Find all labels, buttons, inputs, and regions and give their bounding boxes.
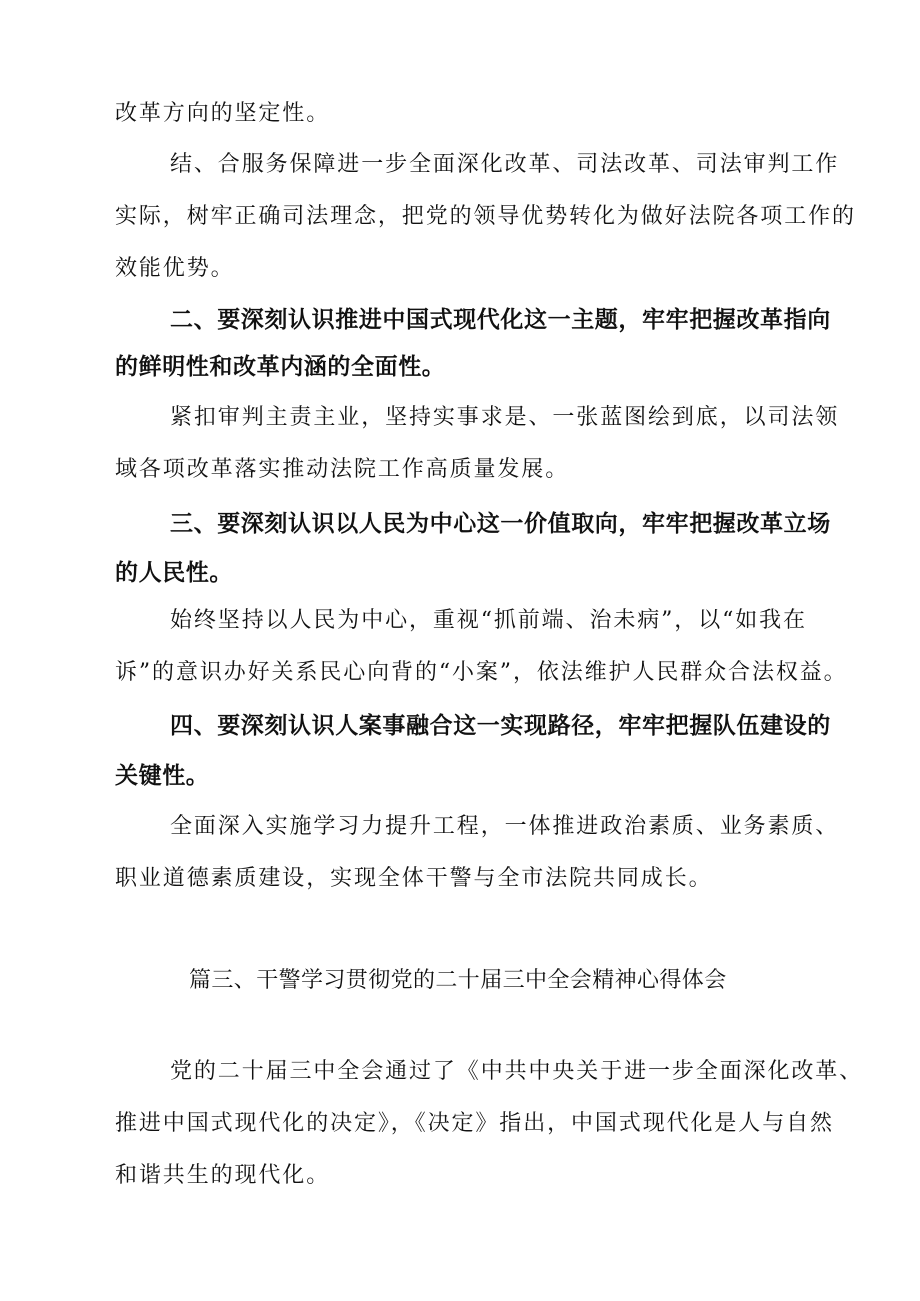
heading-4-line-1: 四、要深刻认识人案事融合这一实现路径，牢牢把握队伍建设的 [170, 713, 831, 739]
heading-3-line-2: 的人民性。 [115, 560, 233, 586]
paragraph-1-line-2: 实际，树牢正确司法理念，把党的领导优势转化为做好法院各项工作的 [115, 204, 856, 229]
paragraph-1-line-1: 结、合服务保障进一步全面深化改革、司法改革、司法审判工作 [170, 152, 840, 177]
paragraph-4-line-2: 职业道德素质建设，实现全体干警与全市法院共同成长。 [115, 866, 713, 891]
section-title: 篇三、干警学习贯彻党的二十届三中全会精神心得体会 [189, 968, 727, 993]
heading-4-line-2: 关键性。 [115, 763, 210, 789]
paragraph-2-line-2: 域各项改革落实推动法院工作高质量发展。 [115, 457, 570, 482]
paragraph-5-line-1: 党的二十届三中全会通过了《中共中央关于进一步全面深化改革、 [170, 1059, 864, 1084]
paragraph-2-line-1: 紧扣审判主责主业，坚持实事求是、一张蓝图绘到底，以司法领 [170, 405, 840, 430]
heading-2-line-2: 的鲜明性和改革内涵的全面性。 [115, 354, 446, 380]
paragraph-5-line-2: 推进中国式现代化的决定》，《决定》指出，中国式现代化是人与自然 [115, 1111, 834, 1136]
heading-3-line-1: 三、要深刻认识以人民为中心这一价值取向，牢牢把握改革立场 [170, 511, 831, 537]
paragraph-5-line-3: 和谐共生的现代化。 [115, 1163, 331, 1188]
paragraph-4-line-1: 全面深入实施学习力提升工程，一体推进政治素质、业务素质、 [170, 814, 840, 839]
paragraph-3-line-1: 始终坚持以人民为中心，重视“抓前端、治未病”，以“如我在 [170, 608, 807, 633]
paragraph-1-line-3: 效能优势。 [115, 256, 235, 281]
paragraph-3-line-2: 诉”的意识办好关系民心向背的“小案”，依法维护人民群众合法权益。 [115, 660, 848, 685]
intro-tail-line: 改革方向的坚定性。 [115, 101, 331, 126]
heading-2-line-1: 二、要深刻认识推进中国式现代化这一主题，牢牢把握改革指向 [170, 307, 831, 333]
